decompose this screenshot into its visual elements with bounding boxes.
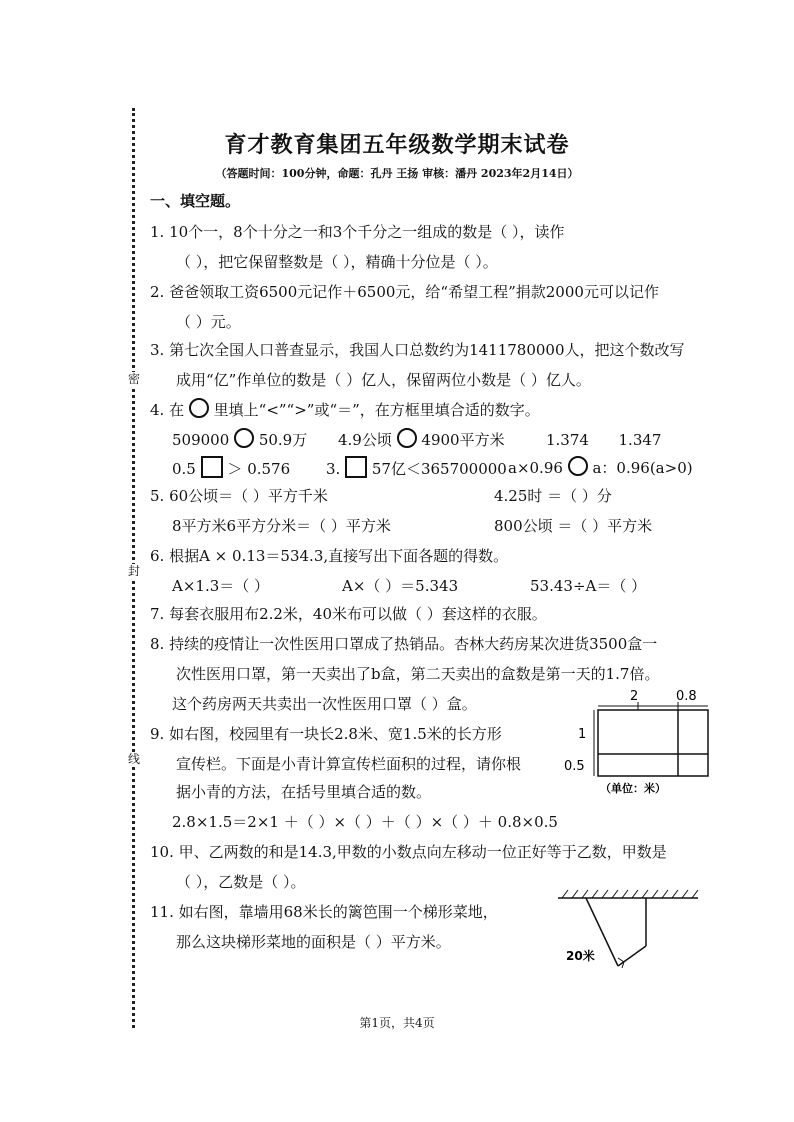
- q4-prefix: 4. 在: [150, 401, 185, 419]
- q6-line2b: A×（ ）＝5.343: [342, 577, 459, 595]
- q4-instruction: 里填上“<”“>”或“＝”，在方框里填合适的数字。: [213, 401, 540, 419]
- q4-row3-c: [508, 456, 693, 478]
- exam-subtitle: （答题时间：100分钟，命题：孔丹 王扬 审核：潘丹 2023年2月14日）: [215, 167, 579, 180]
- q11-fence-bottom: [618, 946, 646, 966]
- q11-figure: [552, 886, 702, 976]
- q4-r3c-left: a×0.96: [508, 459, 563, 477]
- q4-r3c-right: a：0.96(a>0): [592, 459, 693, 477]
- q9-fig-rect: [598, 710, 708, 776]
- q10-line2: （ ），乙数是（ ）。: [176, 873, 306, 891]
- q4-r2a-left: 509000: [172, 431, 230, 449]
- q11-fig-label: 20米: [566, 949, 595, 963]
- q4-r2b-left: 4.9公顷: [338, 431, 392, 449]
- q5-line1a: 5. 60公顷＝（ ）平方千米: [150, 487, 328, 505]
- binding-char-mi: 密: [128, 372, 141, 386]
- q4-r3b-left: 3.: [326, 460, 341, 478]
- q7-line1: 7. 每套衣服用布2.2米，40米布可以做（ ）套这样的衣服。: [150, 605, 547, 623]
- q2-line2: （ ）元。: [176, 313, 241, 331]
- q3-line1: 3. 第七次全国人口普查显示，我国人口总数约为1411780000人，把这个数改写: [150, 341, 685, 359]
- q4-line1: [150, 398, 540, 420]
- q4-row2-a: [172, 428, 307, 450]
- q4-r2c-right: 1.347: [618, 431, 662, 449]
- q9-line2: 宣传栏。下面是小青计算宣传栏面积的过程，请你根: [176, 755, 522, 773]
- fill-box-icon: [345, 456, 367, 478]
- q1-line1: 1. 10个一，8个十分之一和3个千分之一组成的数是（ ），读作: [150, 223, 565, 241]
- q11-line2: 那么这块梯形菜地的面积是（ ）平方米。: [176, 933, 451, 951]
- q3-line2: 成用“亿”作单位的数是（ ）亿人，保留两位小数是（ ）亿人。: [176, 371, 591, 389]
- compare-circle-icon: [189, 398, 209, 418]
- q9-line4: 2.8×1.5＝2×1 ＋（ ）×（ ）＋（ ）×（ ）＋ 0.8×0.5: [172, 813, 558, 831]
- q9-fig-label-1: 1: [578, 727, 587, 742]
- q4-r2c-left: 1.374: [546, 431, 589, 449]
- q9-fig-label-05: 0.5: [564, 759, 585, 774]
- q8-line3: 这个药房两天共卖出一次性医用口罩（ ）盒。: [172, 695, 477, 713]
- compare-circle-icon: [397, 428, 417, 448]
- q9-line1: 9. 如右图，校园里有一块长2.8米、宽1.5米的长方形: [150, 725, 502, 743]
- q4-row2-b: [338, 428, 505, 450]
- q6-line2c: 53.43÷A＝（ ）: [530, 577, 647, 595]
- page-footer: 第1页，共4页: [359, 1016, 435, 1030]
- q4-row3-a: [172, 456, 290, 479]
- q2-line1: 2. 爸爸领取工资6500元记作＋6500元，给“希望工程”捐款2000元可以记作: [150, 283, 659, 301]
- q5-line1b: 4.25时 ＝（ ）分: [494, 487, 612, 505]
- q11-wall-hatch: [562, 890, 698, 898]
- q4-r3b-right: 57亿＜365700000: [371, 460, 507, 478]
- q8-line1: 8. 持续的疫情让一次性医用口罩成了热销品。杏林大药房某次进货3500盒一: [150, 635, 658, 653]
- q4-r2a-right: 50.9万: [258, 431, 308, 449]
- q9-line3: 据小青的方法，在括号里填合适的数。: [176, 783, 432, 801]
- q8-line2: 次性医用口罩，第一天卖出了b盒，第二天卖出的盒数是第一天的1.7倍。: [176, 665, 660, 683]
- fill-box-icon: [201, 456, 223, 478]
- q10-line1: 10. 甲、乙两数的和是14.3,甲数的小数点向左移动一位正好等于乙数，甲数是: [150, 843, 667, 861]
- section-heading: 一、填空题。: [150, 192, 241, 210]
- q6-line1: 6. 根据A × 0.13＝534.3,直接写出下面各题的得数。: [150, 547, 509, 565]
- q4-r3a-right: ＞ 0.576: [227, 460, 291, 478]
- q1-line2: （ ），把它保留整数是（ ），精确十分位是（ ）。: [176, 253, 498, 271]
- q5-line2b: 800公顷 ＝（ ）平方米: [494, 517, 653, 535]
- q5-line2a: 8平方米6平方分米＝（ ）平方米: [172, 517, 391, 535]
- q4-row2-c: [546, 428, 661, 450]
- binding-char-feng: 封: [128, 564, 141, 578]
- compare-circle-icon: [234, 428, 254, 448]
- binding-char-xian: 线: [128, 752, 141, 766]
- q9-fig-unit: （单位：米）: [600, 782, 666, 795]
- compare-circle-icon: [568, 456, 588, 476]
- q9-fig-label-2: 2: [630, 689, 639, 704]
- q9-figure: [560, 686, 720, 798]
- q4-r3a-left: 0.5: [172, 460, 196, 478]
- q6-line2a: A×1.3＝（ ）: [172, 577, 270, 595]
- q11-line1: 11. 如右图，靠墙用68米长的篱笆围一个梯形菜地，: [150, 903, 498, 921]
- q4-row3-b: [326, 456, 507, 479]
- q9-fig-label-08: 0.8: [676, 689, 697, 704]
- exam-title: 育才教育集团五年级数学期末试卷: [224, 133, 570, 158]
- q4-r2b-right: 4900平方米: [421, 431, 505, 449]
